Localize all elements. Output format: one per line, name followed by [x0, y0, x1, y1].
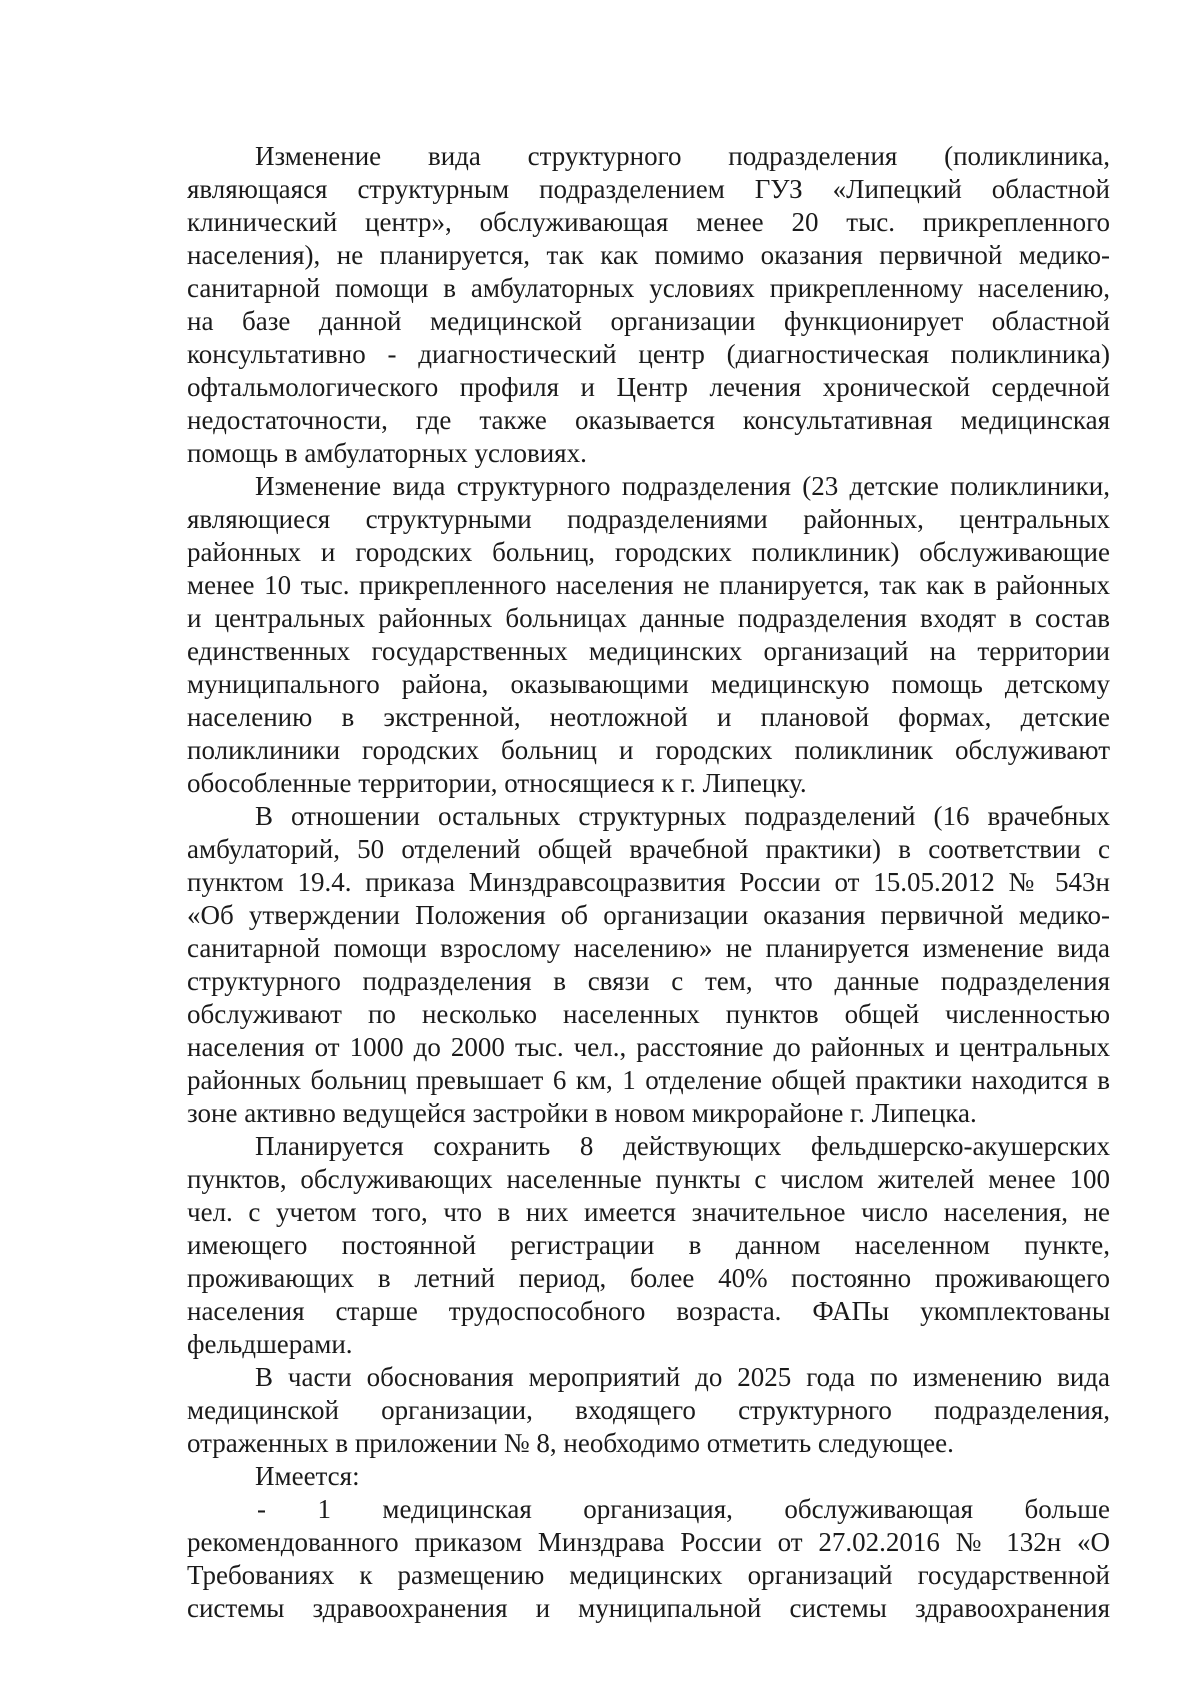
- text-line: офтальмологического профиля и Центр лечения хронической сердечной: [187, 372, 1110, 402]
- text-line: структурного подразделения в связи с тем, что данные подразделения: [187, 966, 1110, 996]
- text-line: санитарной помощи в амбулаторных условиях прикрепленному населению,: [187, 273, 1110, 303]
- text-line: консультативно - диагностический центр (диагностическая поликлиника): [187, 339, 1110, 369]
- text-line: районных и городских больниц, городских поликлиник) обслуживающие: [187, 537, 1110, 567]
- text-line: пунктом 19.4. приказа Минздравсоцразвития России от 15.05.2012 № 543н: [187, 867, 1110, 897]
- text-line: районных больниц превышает 6 км, 1 отделение общей практики находится в: [187, 1065, 1110, 1095]
- text-line: менее 10 тыс. прикрепленного населения не планируется, так как в районных: [187, 570, 1110, 600]
- text-line: рекомендованного приказом Минздрава России от 27.02.2016 № 132н «О: [187, 1527, 1110, 1557]
- text-line: амбулаторий, 50 отделений общей врачебной практики) в соответствии с: [187, 834, 1110, 864]
- text-line: помощь в амбулаторных условиях.: [187, 438, 587, 468]
- paragraph-justification: [187, 1361, 1110, 1460]
- text-line: системы здравоохранения и муниципальной системы здравоохранения: [187, 1593, 1110, 1623]
- paragraph-children-polyclinics: [187, 470, 1110, 800]
- text-line: медицинской организации, входящего структурного подразделения,: [187, 1395, 1110, 1425]
- text-line: В части обоснования мероприятий до 2025 года по изменению вида: [255, 1362, 1110, 1392]
- text-line: на базе данной медицинской организации функционирует областной: [187, 306, 1110, 336]
- text-line: В отношении остальных структурных подразделений (16 врачебных: [255, 801, 1110, 831]
- text-line: являющаяся структурным подразделением ГУЗ «Липецкий областной: [187, 174, 1110, 204]
- text-line: населения), не планируется, так как помимо оказания первичной медико-: [187, 240, 1110, 270]
- text-line: проживающих в летний период, более 40% постоянно проживающего: [187, 1263, 1110, 1293]
- text-line: клинический центр», обслуживающая менее 20 тыс. прикрепленного: [187, 207, 1110, 237]
- text-line: Изменение вида структурного подразделения (23 детские поликлиники,: [255, 471, 1110, 501]
- text-line: фельдшерами.: [187, 1329, 353, 1359]
- text-line: пунктов, обслуживающих населенные пункты с числом жителей менее 100: [187, 1164, 1110, 1194]
- text-line: отраженных в приложении № 8, необходимо отметить следующее.: [187, 1428, 954, 1458]
- text-line: «Об утверждении Положения об организации оказания первичной медико-: [187, 900, 1110, 930]
- paragraph-fap-stations: [187, 1130, 1110, 1361]
- text-line: Изменение вида структурного подразделения (поликлиника,: [255, 141, 1110, 171]
- text-line: населению в экстренной, неотложной и плановой формах, детские: [187, 702, 1110, 732]
- list-item-medical-organization: [187, 1493, 1110, 1625]
- paragraph-polyclinic-change: [187, 140, 1110, 470]
- text-line: недостаточности, где также оказывается консультативная медицинская: [187, 405, 1110, 435]
- text-line: Требованиях к размещению медицинских организаций государственной: [187, 1560, 1110, 1590]
- text-line: санитарной помощи взрослому населению» не планируется изменение вида: [187, 933, 1110, 963]
- text-line: обособленные территории, относящиеся к г. Липецку.: [187, 768, 807, 798]
- text-line: населения старше трудоспособного возраста. ФАПы укомплектованы: [187, 1296, 1110, 1326]
- document-body: [187, 140, 1110, 1625]
- text-line: чел. с учетом того, что в них имеется значительное число населения, не: [187, 1197, 1110, 1227]
- text-line: и центральных районных больницах данные подразделения входят в состав: [187, 603, 1110, 633]
- text-line: имеющего постоянной регистрации в данном населенном пункте,: [187, 1230, 1110, 1260]
- text-line: населения от 1000 до 2000 тыс. чел., расстояние до районных и центральных: [187, 1032, 1110, 1062]
- paragraph-other-subdivisions: [187, 800, 1110, 1130]
- text-line: являющиеся структурными подразделениями районных, центральных: [187, 504, 1110, 534]
- text-line: Планируется сохранить 8 действующих фельдшерско-акушерских: [255, 1131, 1110, 1161]
- text-line: муниципального района, оказывающими медицинскую помощь детскому: [187, 669, 1110, 699]
- text-line: обслуживают по несколько населенных пунктов общей численностью: [187, 999, 1110, 1029]
- text-line: - 1 медицинская организация, обслуживающая больше: [257, 1494, 1110, 1524]
- paragraph-available: [187, 1460, 1110, 1493]
- text-line: поликлиники городских больниц и городских поликлиник обслуживают: [187, 735, 1110, 765]
- text-line: Имеется:: [255, 1461, 360, 1491]
- text-line: зоне активно ведущейся застройки в новом микрорайоне г. Липецка.: [187, 1098, 977, 1128]
- text-line: единственных государственных медицинских организаций на территории: [187, 636, 1110, 666]
